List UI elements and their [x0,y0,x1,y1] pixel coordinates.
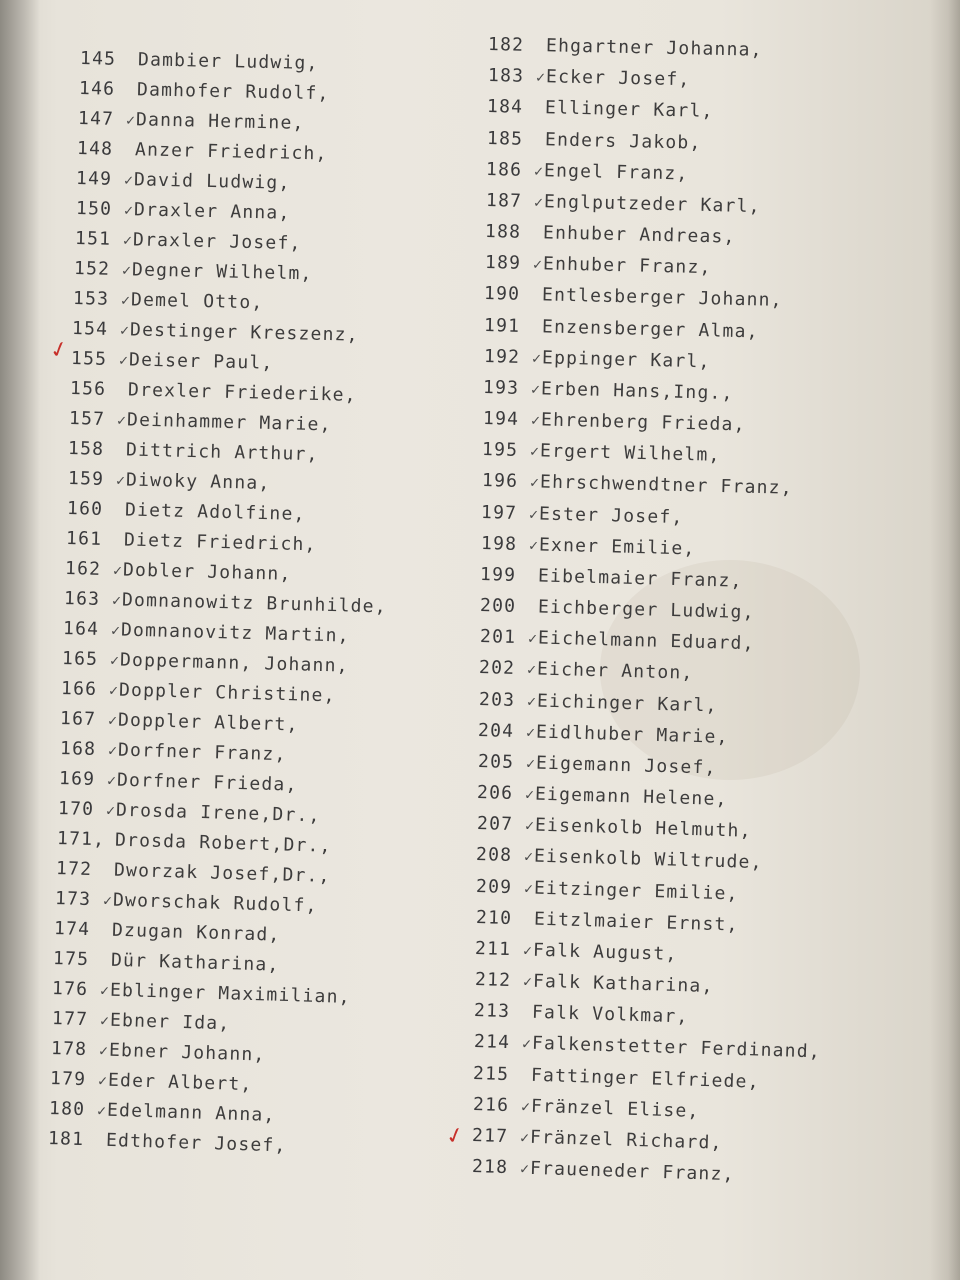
entry-name: Eicher Anton, [536,658,694,685]
entry-number: 156 [70,378,107,400]
entry-name: Doppermann, Johann, [119,649,350,677]
check-mark-icon: ✓ [525,754,537,773]
entry-number: 180 [48,1098,86,1121]
entry-number: 205 [477,750,515,773]
list-entry [482,408,745,440]
entry-name: Falk Volkmar, [531,1001,689,1028]
check-mark-icon: ✓ [111,591,123,610]
entry-number: 159 [67,468,104,490]
check-mark-icon: ✓ [110,621,122,640]
list-entry [485,252,712,283]
entry-number: 181 [47,1128,85,1151]
entry-number: 179 [49,1068,87,1091]
check-mark-icon: ✓ [98,1041,110,1060]
entry-name: Draxler Anna, [133,199,291,224]
check-mark-icon: ✓ [119,321,131,340]
check-mark-icon: ✓ [96,1101,108,1120]
entry-number: 153 [72,288,110,310]
entry-number: 196 [481,470,519,493]
list-entry [476,844,763,878]
entry-name: Eichelmann Eduard, [537,627,755,655]
entry-number: 198 [480,532,518,555]
entry-number: 182 [487,34,525,56]
entry-name: Dworzak Josef,Dr., [113,859,331,887]
entry-name: Dietz Adolfine, [124,499,306,526]
entry-name: Edthofer Josef, [105,1129,287,1157]
entry-name: Eisenkolb Wiltrude, [534,845,764,874]
check-mark-icon: ✓ [99,1011,111,1030]
entry-name: Dzugan Konrad, [111,919,282,946]
entry-name: Eibelmaier Franz, [538,565,744,592]
check-mark-icon: ✓ [521,1034,533,1054]
entry-number: 151 [74,228,112,250]
entry-name: Eblinger Maximilian, [110,979,352,1008]
list-entry [479,657,694,689]
check-mark-icon: ✓ [106,771,118,790]
list-entry [486,159,689,189]
check-mark-icon: ✓ [115,471,127,490]
check-mark-icon: ✓ [524,847,535,866]
entry-number: 167 [60,708,97,730]
check-mark-icon: ✓ [529,473,541,492]
entry-name: Anzer Friedrich, [135,139,329,165]
check-mark-icon: ✓ [108,711,119,730]
entry-name: Dorfner Franz, [117,739,287,766]
entry-name: Ehgartner Johanna, [545,35,763,61]
entry-number: 154 [71,318,109,340]
entry-name: Eichberger Ludwig, [537,596,755,624]
entry-number: 164 [62,618,100,640]
entry-name: Danna Hermine, [136,109,305,134]
list-entry [486,128,701,159]
entry-name: Dobler Johann, [122,559,292,585]
check-mark-icon: ✓ [523,878,535,898]
entry-name: Edelmann Anna, [106,1099,276,1127]
entry-number: 184 [486,96,524,119]
entry-number: 147 [78,108,115,130]
check-mark-icon: ✓ [124,171,135,190]
entry-number: 190 [484,283,521,306]
entry-number: 175 [53,948,90,971]
red-check-mark-155: ✓ [47,336,72,365]
entry-number: 148 [77,138,114,160]
entry-number: 168 [59,738,97,760]
check-mark-icon: ✓ [109,681,120,700]
check-mark-icon: ✓ [519,1159,531,1178]
entry-name: Dworschak Rudolf, [112,889,319,917]
entry-number: 146 [78,78,116,100]
entry-number: 217 [472,1124,509,1147]
entry-number: 155 [70,348,108,370]
check-mark-icon: ✓ [97,1071,109,1090]
entry-name: Eigemann Josef, [535,752,717,779]
entry-name: Ehrschwendtner Franz, [539,471,793,500]
entry-name: Englputzeder Karl, [543,191,761,217]
check-mark-icon: ✓ [524,816,536,835]
entry-number: 177 [51,1008,89,1031]
entry-name: Deiser Paul, [128,349,274,374]
entry-name: Falk Katharina, [532,970,714,998]
entry-name: Falkenstetter Ferdinand, [531,1033,821,1063]
entry-name: Ecker Josef, [545,66,691,91]
check-mark-icon: ✓ [535,68,547,87]
entry-name: Diwoky Anna, [125,469,271,495]
entry-name: Doppler Christine, [119,679,337,707]
check-mark-icon: ✓ [126,111,137,130]
entry-number: 171, [56,828,106,851]
check-mark-icon: ✓ [532,255,544,274]
entry-name: Eppinger Karl, [541,347,711,373]
entry-number: 172 [55,858,93,881]
entry-number: 216 [472,1093,510,1116]
check-mark-icon: ✓ [526,691,538,711]
check-mark-icon: ✓ [105,801,117,820]
entry-number: 194 [482,408,520,430]
check-mark-icon: ✓ [520,1097,532,1116]
entry-name: Enhuber Andreas, [543,222,737,248]
entry-name: Fränzel Elise, [530,1095,700,1122]
entry-name: Enzensberger Alma, [541,315,759,342]
list-entry [485,221,736,253]
list-entry [473,1031,821,1067]
entry-number: 214 [473,1031,511,1054]
entry-number: 183 [487,65,524,87]
entry-name: Enhuber Franz, [542,253,712,279]
list-entry [473,1063,760,1098]
entry-name: Eidlhuber Marie, [535,721,730,748]
entry-number: 193 [482,376,520,399]
entry-name: Eitzlmaier Ernst, [533,908,739,936]
entry-name: Degner Wilhelm, [131,259,313,285]
check-mark-icon: ✓ [530,379,542,399]
entry-name: Fattinger Elfriede, [531,1064,761,1093]
list-entry [475,907,738,941]
entry-name: Eichinger Karl, [536,690,718,716]
entry-number: 218 [471,1156,509,1179]
entry-number: 166 [61,678,98,700]
entry-name: Ellinger Karl, [544,97,714,123]
entry-name: Deinhammer Marie, [127,409,333,436]
check-mark-icon: ✓ [118,351,130,370]
entry-number: 204 [478,719,515,742]
entry-number: 186 [486,158,523,181]
entry-name: Eigemann Helene, [535,783,729,810]
entry-name: Falk August, [532,939,678,965]
entry-number: 157 [69,408,106,430]
entry-number: 160 [66,498,104,520]
list-entry [472,1156,735,1190]
entry-name: Demel Otto, [130,289,264,314]
entry-name: Exner Emilie, [538,534,696,560]
list-entry [485,190,760,222]
check-mark-icon: ✓ [528,535,540,555]
entry-name: Drosda Robert,Dr., [114,829,332,857]
entry-number: 197 [481,501,518,524]
entry-number: 212 [474,969,512,992]
check-mark-icon: ✓ [522,972,534,991]
check-mark-icon: ✓ [531,348,543,368]
entry-number: 152 [73,258,111,280]
check-mark-icon: ✓ [526,722,537,742]
list-entry [488,34,763,66]
entry-name: David Ludwig, [134,169,292,194]
entry-name: Enders Jakob, [544,128,702,154]
entry-name: Dambier Ludwig, [137,49,319,74]
check-mark-icon: ✓ [530,442,541,461]
check-mark-icon: ✓ [530,411,542,430]
entry-number: 174 [53,918,91,941]
entry-number: 208 [476,844,513,867]
list-entry [481,502,684,533]
entry-name: Drosda Irene,Dr., [115,799,321,827]
entry-number: 163 [63,588,101,610]
check-mark-icon: ✓ [117,411,128,430]
check-mark-icon: ✓ [525,785,536,804]
page-edge [930,0,960,1280]
entry-name: Erben Hans,Ing., [540,378,734,404]
entry-number: 158 [68,438,105,460]
check-mark-icon: ✓ [100,981,111,1000]
entry-name: Dorfner Frieda, [116,769,298,796]
list-entry [472,1125,723,1159]
list-entry [481,470,792,504]
list-entry [474,1000,689,1032]
check-mark-icon: ✓ [533,192,545,212]
list-entry [474,969,713,1002]
entry-name: Destinger Kreszenz, [129,319,359,346]
entry-name: Damhofer Rudolf, [136,79,330,105]
entry-number: 170 [57,798,95,821]
entry-name: Ebner Johann, [108,1039,266,1066]
entry-number: 169 [58,768,96,791]
entry-name: Dür Katharina, [111,949,281,976]
list-entry [484,283,783,316]
entry-name: Domnanovitz Martin, [120,619,351,647]
entry-name: Dittrich Arthur, [126,439,320,466]
entry-number: 199 [480,563,517,586]
entry-number: 211 [474,937,512,960]
check-mark-icon: ✓ [120,291,132,310]
entry-name: Dietz Friedrich, [123,529,317,556]
check-mark-icon: ✓ [121,261,133,280]
check-mark-icon: ✓ [534,161,545,180]
entry-name: Draxler Josef, [132,229,302,255]
entry-number: 202 [478,657,516,680]
entry-name: Ebner Ida, [109,1009,231,1035]
entry-name: Engel Franz, [544,159,689,185]
entry-name: Eder Albert, [107,1069,253,1096]
list-entry [487,96,714,127]
list-entry [476,876,739,910]
entry-name: Eitzinger Emilie, [533,877,739,905]
list-entry [477,813,752,847]
list-entry [482,439,721,471]
list-entry [483,346,710,377]
entry-name: Ergert Wilhelm, [540,440,722,467]
entry-name: Domnanowitz Brunhilde, [121,589,388,618]
check-mark-icon: ✓ [122,231,134,250]
entry-number: 189 [484,252,522,274]
list-entry [483,377,734,409]
entry-number: 195 [482,439,519,462]
entry-name: Doppler Albert, [118,709,300,736]
entry-number: 203 [478,688,516,711]
entry-name: Ester Josef, [539,502,685,528]
check-mark-icon: ✓ [112,561,124,580]
check-mark-icon: ✓ [526,660,538,679]
list-entry [477,782,728,815]
list-entry [481,533,696,564]
entry-number: 192 [483,345,520,368]
entry-number: 150 [75,198,112,220]
list-entry [487,65,690,95]
check-mark-icon: ✓ [110,651,121,670]
entry-number: 201 [479,626,517,649]
entry-number: 178 [50,1038,88,1061]
check-mark-icon: ✓ [123,201,135,220]
check-mark-icon: ✓ [522,941,534,960]
list-entry [484,315,759,347]
entry-number: 161 [65,528,103,550]
entry-name: Fraueneder Franz, [529,1157,735,1186]
list-entry [477,751,716,784]
entry-number: 215 [473,1062,510,1085]
check-mark-icon: ✓ [102,891,114,910]
entry-number: 213 [473,1000,511,1023]
entry-number: 210 [475,906,513,929]
entry-number: 176 [52,978,89,1001]
entry-name: Drexler Friederike, [128,379,358,406]
entry-number: 207 [476,813,514,836]
check-mark-icon: ✓ [529,504,540,523]
entry-name: Ehrenberg Frieda, [540,409,746,436]
entry-number: 145 [79,48,117,70]
list-entry [472,1094,699,1127]
entry-number: 187 [485,189,523,212]
check-mark-icon: ✓ [520,1128,531,1147]
red-check-mark-217: ✓ [443,1122,468,1151]
entry-number: 191 [483,314,521,337]
entry-number: 173 [54,888,92,911]
entry-name: Entlesberger Johann, [542,284,784,312]
entry-number: 162 [64,558,102,580]
entry-number: 209 [475,875,513,898]
entry-number: 149 [76,168,113,190]
entry-number: 165 [62,648,99,670]
entry-name: Fränzel Richard, [530,1126,724,1154]
entry-number: 200 [479,595,517,617]
entry-name: Eisenkolb Helmuth, [534,814,752,842]
list-entry [475,938,678,970]
entry-number: 188 [485,221,522,243]
check-mark-icon: ✓ [107,741,119,760]
entry-number: 206 [477,782,514,805]
entry-number: 185 [486,127,524,150]
check-mark-icon: ✓ [527,629,539,648]
